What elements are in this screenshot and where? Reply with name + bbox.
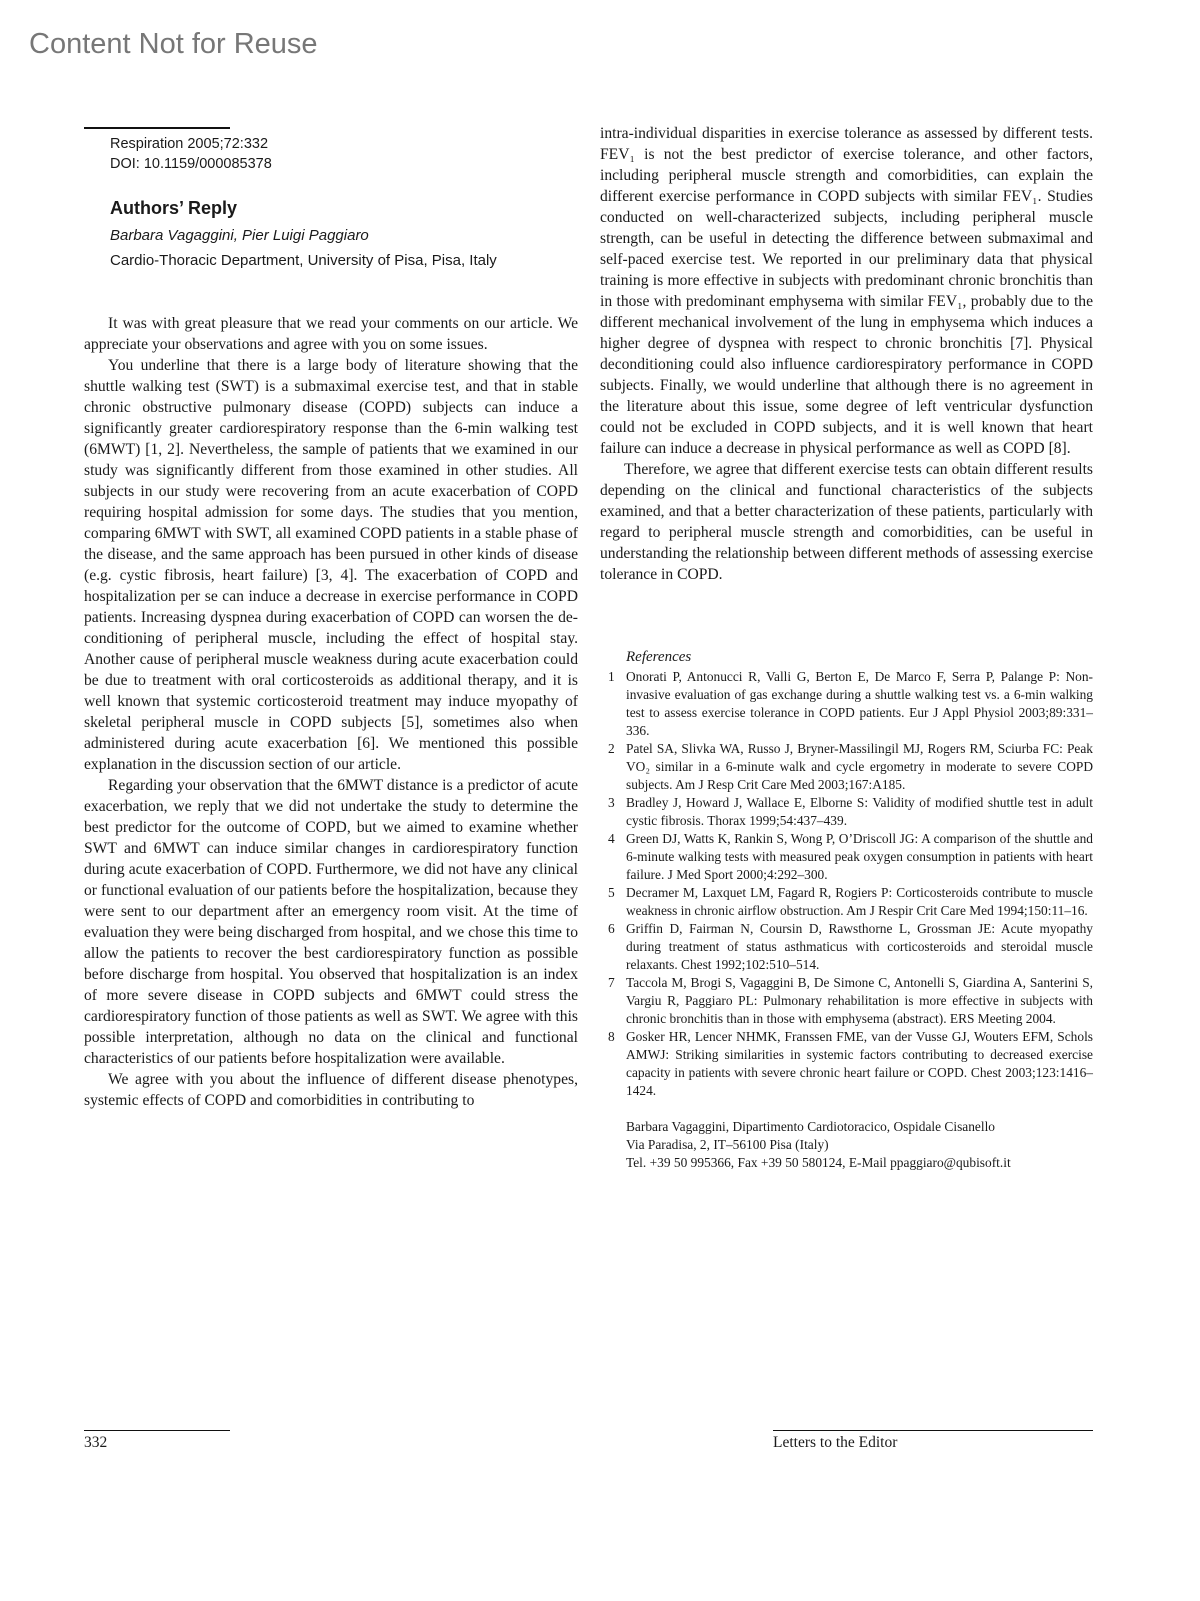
paragraph: intra-individual disparities in exercise tolerance as assessed by different tests. FEV₁ is not the best predictor of exercise tolerance, and other factors, including peripheral muscle strength and comorbidities, can explain the different exercise performance in COPD subjects with similar FEV₁. Studies conducted on well-characterized subjects, including peripheral muscle strength, can be useful in detecting the difference between submaximal and self-paced exercise test. We reported in our preliminary data that physical training is more effective in subjects with predominant chronic bronchitis than in those with predominant emphysema with similar FEV₁, probably due to the different mechanical involvement of the lung in emphysema which induces a higher degree of dyspnea with respect to chronic bronchitis [7]. Physical deconditioning could also influence cardiorespiratory performance in COPD subjects. Finally, we would underline that although there is no agreement in the literature about this issue, some degree of left ventricular dysfunction could not be excluded in COPD subjects, and it is well known that heart failure can induce a decrease in physical performance as well as COPD [8]. bbox=[600, 125, 1093, 457]
references-title: References bbox=[626, 649, 692, 665]
paragraph: You underline that there is a large body of literature showing that the shuttle walking test (SWT) is a submaximal exercise test, and that in stable chronic obstructive pulmonary disease (COPD) subjects can induce a significantly greater cardiorespiratory response than the 6-min walking test (6MWT) [1, 2]. Nevertheless, the sample of patients that we examined in our study was significantly different from those examined in other studies. All subjects in our study were recovering from an acute exacerbation of COPD requiring hospital admission for some days. The studies that you mention, comparing 6MWT with SWT, all examined COPD patients in a stable phase of the disease, and the same approach has been pursued in other kinds of disease (e.g. cystic fibrosis, heart failure) [3, 4]. The exacerbation of COPD and hospitalization per se can induce a decrease in exercise performance in COPD patients. Increasing dyspnea during exacerbation of COPD can worsen the de-conditioning of peripheral muscle, including the effect of hospital stay. Another cause of peripheral muscle weakness during acute exacerbation could be due to treatment with oral corticosteroids as additional therapy, and it is well known that systemic corticosteroid treatment may induce myopathy of skeletal peripheral muscle in COPD subjects [5], sometimes also when administered during acute exacerbation [6]. We mentioned this possible explanation in the discussion section of our article. bbox=[84, 357, 578, 773]
contact-line: Barbara Vagaggini, Dipartimento Cardiotoracico, Ospidale Cisanello bbox=[626, 1119, 996, 1134]
reference-list bbox=[608, 668, 1093, 1100]
reference-item bbox=[608, 740, 1093, 794]
reference-number: 7 bbox=[608, 975, 615, 990]
doi: DOI: 10.1159/000085378 bbox=[110, 156, 272, 172]
reference-item bbox=[608, 830, 1093, 884]
references bbox=[608, 648, 1093, 1172]
reference-text: Gosker HR, Lencer NHMK, Franssen FME, van der Vusse GJ, Wouters EFM, Schols AMWJ: Striking similarities in systemic factors contributing to decreased exercise capacity in patients with severe chronic heart failure or COPD. Chest 2003;123:1416–1424. bbox=[626, 1029, 1093, 1098]
authors: Barbara Vagaggini, Pier Luigi Paggiaro bbox=[110, 227, 369, 244]
section-name: Letters to the Editor bbox=[773, 1434, 898, 1451]
affiliation: Cardio-Thoracic Department, University of Pisa, Pisa, Italy bbox=[110, 252, 497, 269]
contact-line: Via Paradisa, 2, IT–56100 Pisa (Italy) bbox=[626, 1137, 829, 1152]
header-rule bbox=[84, 127, 230, 129]
reference-number: 8 bbox=[608, 1029, 615, 1044]
paragraph: Therefore, we agree that different exercise tests can obtain different results depending on the clinical and functional characteristics of the subjects examined, and that a better characterization of these patients, particularly with regard to peripheral muscle strength and comorbidities, can be useful in understanding the relationship between different methods of assessing exercise tolerance in COPD. bbox=[600, 461, 1093, 583]
paragraph: Regarding your observation that the 6MWT distance is a predictor of acute exacerbation, we reply that we did not undertake the study to determine the best predictor for the outcome of COPD, but we aimed to examine whether SWT and 6MWT can induce similar changes in cardiorespiratory function during acute exacerbation of COPD. Furthermore, we did not have any clinical or functional evaluation of our patients before the hospitalization, because they were sent to our department after an emergency room visit. At the time of evaluation they were being discharged from hospital, and we chose this time to allow the patients to recover the best cardiorespiratory function as possible before discharge from hospital. You observed that hospitalization is an index of more severe disease in COPD subjects and 6MWT could stress the cardiorespiratory function of those patients as well as SWT. We agree with this possible interpretation, although no data on the clinical and functional characteristics of our patients before hospitalization were available. bbox=[84, 777, 578, 1067]
reference-text: Patel SA, Slivka WA, Russo J, Bryner-Massilingil MJ, Rogers RM, Sciurba FC: Peak VO₂ similar in a 6-minute walk and cycle ergometry in moderate to severe COPD subjects. Am J Resp Crit Care Med 2003;167:A185. bbox=[626, 741, 1093, 792]
watermark: Content Not for Reuse bbox=[29, 28, 318, 60]
footer-rule-right bbox=[773, 1430, 1093, 1431]
citation-meta bbox=[110, 134, 272, 174]
reference-text: Decramer M, Laxquet LM, Fagard R, Rogiers P: Corticosteroids contribute to muscle weakness in chronic airflow obstruction. Am J Respir Crit Care Med 1994;150:11–16. bbox=[626, 885, 1093, 918]
correspondence bbox=[626, 1118, 1093, 1172]
reference-item bbox=[608, 1028, 1093, 1100]
left-column bbox=[84, 313, 578, 1111]
reference-text: Green DJ, Watts K, Rankin S, Wong P, O’Driscoll JG: A comparison of the shuttle and 6-minute walking tests with measured peak oxygen consumption in patients with heart failure. J Med Sport 2000;4:292–300. bbox=[626, 831, 1093, 882]
footer-rule-left bbox=[84, 1430, 230, 1431]
reference-item bbox=[608, 884, 1093, 920]
contact-line: Tel. +39 50 995366, Fax +39 50 580124, E-Mail ppaggiaro@qubisoft.it bbox=[626, 1155, 1011, 1170]
reference-text: Taccola M, Brogi S, Vagaggini B, De Simone C, Antonelli S, Giardina A, Santerini S, Vargiu R, Paggiaro PL: Pulmonary rehabilitation is more effective in subjects with chronic bronchitis than in those with emphysema (abstract). ERS Meeting 2004. bbox=[626, 975, 1093, 1026]
reference-text: Bradley J, Howard J, Wallace E, Elborne S: Validity of modified shuttle test in adult cystic fibrosis. Thorax 1999;54:437–439. bbox=[626, 795, 1093, 828]
reference-text: Griffin D, Fairman N, Coursin D, Rawsthorne L, Grossman JE: Acute myopathy during treatment of status asthmaticus with corticosteroids and steroidal muscle relaxants. Chest 1992;102:510–514. bbox=[626, 921, 1093, 972]
page-number: 332 bbox=[84, 1434, 108, 1451]
reference-number: 6 bbox=[608, 921, 615, 936]
reference-item bbox=[608, 794, 1093, 830]
reference-text: Onorati P, Antonucci R, Valli G, Berton E, De Marco F, Serra P, Palange P: Non-invasive evaluation of gas exchange during a shuttle walking test vs. a 6-min walking test to assess exercise tolerance in COPD patients. Eur J Appl Physiol 2003;89:331–336. bbox=[626, 669, 1093, 738]
reference-item bbox=[608, 920, 1093, 974]
reference-number: 3 bbox=[608, 795, 615, 810]
reference-number: 2 bbox=[608, 741, 615, 756]
journal-citation: Respiration 2005;72:332 bbox=[110, 136, 269, 152]
reference-number: 4 bbox=[608, 831, 615, 846]
reference-number: 1 bbox=[608, 669, 615, 684]
article-title: Authors’ Reply bbox=[110, 198, 238, 218]
right-column bbox=[600, 123, 1093, 585]
article-header bbox=[110, 198, 570, 269]
paragraph: We agree with you about the influence of different disease phenotypes, systemic effects of COPD and comorbidities in contributing to bbox=[84, 1071, 578, 1109]
reference-number: 5 bbox=[608, 885, 615, 900]
reference-item bbox=[608, 668, 1093, 740]
paragraph: It was with great pleasure that we read your comments on our article. We appreciate your observations and agree with you on some issues. bbox=[84, 315, 578, 353]
reference-item bbox=[608, 974, 1093, 1028]
